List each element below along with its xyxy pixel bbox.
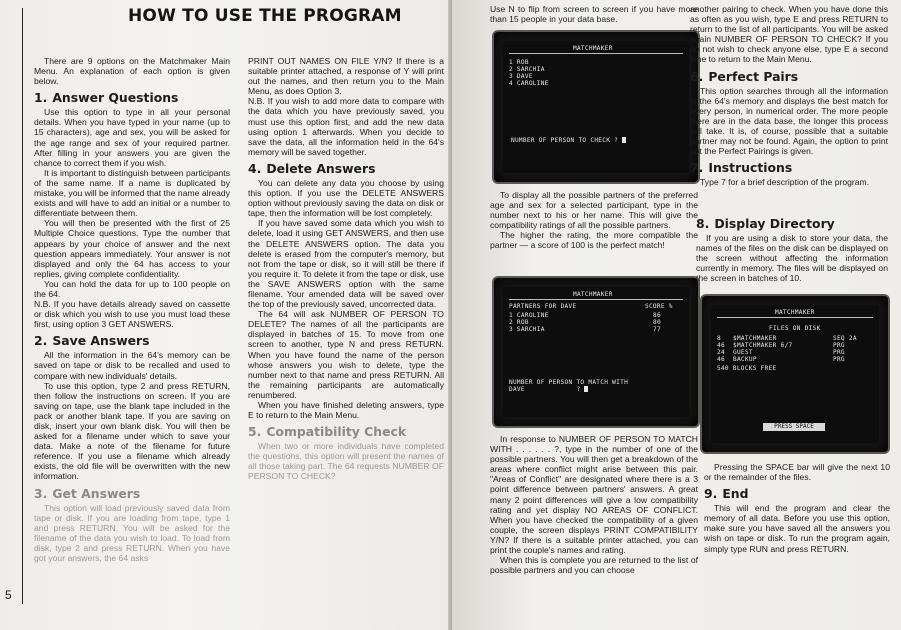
file-type: SEQ 2A bbox=[833, 335, 857, 342]
paragraph: If you have saved some data which you wish to delete, load it using GET ANSWERS, and then use the DELETE ANSWERS option. The data you delete is erased from the computer's memory, but not from the tape or disk, so it will still be there if you require it. To delete it from the tape or disk, use the SAVE ANSWERS option with the same filename. Your amended data will be saved over the top of the previously saved, uncorrected data. bbox=[248, 218, 444, 310]
section-heading-end: 9. End bbox=[704, 486, 749, 502]
paragraph: This option will load previously saved data from tape or disk. If you are loading from tape, type 1 and press RETURN. You will be asked for the filename of the data you wish to load. To load from disk, type 2 and press RETURN. When you have got your answers, the 64 asks bbox=[34, 502, 230, 564]
section-heading-display-directory: 8. Display Directory bbox=[696, 216, 835, 231]
screen-divider bbox=[509, 299, 683, 300]
section-heading-save-answers: 2. Save Answers bbox=[34, 333, 150, 349]
paragraph: To use this option, type 2 and press RETURN, then follow the instructions on screen. If you are saving on tape, use the blank tape included in the pack or another blank tape. If you are saving on disk, insert your own blank disk. You will then be asked for a filename under which to save your data. Make a note of the filename for future reference. If you use a filename which already exists, the old file will be overwritten with the new information. bbox=[34, 380, 230, 482]
file-name: BACKUP bbox=[733, 356, 757, 363]
section-heading-get-answers: 3. Get Answers bbox=[34, 485, 141, 501]
list-item: 2 SARCHIA bbox=[509, 66, 545, 73]
file-type: PRG bbox=[833, 356, 845, 363]
section-heading-delete-answers: 4. Delete Answers bbox=[248, 160, 376, 176]
file-blocks: 46 bbox=[717, 356, 725, 363]
screenshot-files-on-disk bbox=[702, 296, 888, 452]
paragraph: When this is complete you are returned to the list of possible partners and you can choose bbox=[490, 555, 698, 576]
paragraph: You will then be presented with the first of 25 Multiple Choice questions. Type the number that appears by your choice of answer and the next question appears immediately. Your answer is not displayed and only the 64 has access to your replies, giving complete confidentiality. bbox=[34, 218, 230, 279]
screen-header: MATCHMAKER bbox=[573, 291, 613, 298]
screen-display bbox=[503, 287, 689, 417]
intro-text: There are 9 options on the Matchmaker Main Menu. An explanation of each option is given below. bbox=[34, 56, 230, 87]
score-heading: SCORE % bbox=[645, 303, 673, 310]
press-space-prompt: PRESS SPACE bbox=[763, 423, 825, 431]
paragraph: You can hold the data for up to 100 people on the 64. bbox=[34, 278, 230, 299]
section-heading-perfect-pairs: 6. Perfect Pairs bbox=[690, 68, 799, 84]
right-page bbox=[452, 0, 901, 630]
list-item: 3 DAVE bbox=[509, 73, 533, 80]
partners-heading: PARTNERS FOR DAVE bbox=[509, 303, 577, 310]
paragraph: All the information in the 64's memory can be saved on tape or disk to be recalled and used to compare with new individuals' details. bbox=[34, 350, 230, 381]
margin-rule bbox=[22, 8, 23, 604]
file-name: GUEST bbox=[733, 349, 753, 356]
file-blocks: 8 bbox=[717, 335, 721, 342]
file-name: $MATCHMAKER bbox=[733, 335, 777, 342]
paragraph: If you are using a disk to store your data, the names of the files on the disk can be displayed on the screen without affecting the information currently in memory. The files will be displayed on the screen in batches of 10. bbox=[696, 233, 888, 284]
screen-prompt-line: DAVE ? bbox=[509, 386, 588, 393]
screen-prompt: NUMBER OF PERSON TO CHECK ? bbox=[511, 137, 626, 144]
left-column-1 bbox=[34, 56, 230, 604]
paragraph: Use N to flip from screen to screen if you have more than 15 people in your data base. bbox=[490, 4, 698, 25]
file-blocks: 46 bbox=[717, 342, 725, 349]
paragraph: In response to NUMBER OF PERSON TO MATCH WITH . . . . . . ?, type in the number of one of the possible partners. You will then get a breakdown of the areas where conflict might arise between this pair. "Areas of Conflict" are designated where there is a 3 point difference between partners' answers. A great many 2 point differences will give a low compatibility rating and yet display NO AREAS OF CONFLICT. When you have checked the compatibility of a given couple, the screen displays PRINT COMPATIBILITY Y/N? If there is a suitable printer attached, you can print the couple's names and rating. bbox=[490, 434, 698, 556]
paragraph: When you have finished deleting answers, type E to return to the Main Menu. bbox=[248, 400, 444, 421]
page-title: HOW TO USE THE PROGRAM bbox=[128, 6, 402, 26]
right-column-1-bottom bbox=[490, 434, 698, 606]
right-column-1-top bbox=[490, 4, 698, 30]
file-blocks: 24 bbox=[717, 349, 725, 356]
faded-block bbox=[248, 425, 444, 481]
paragraph: Type 7 for a brief description of the program. bbox=[700, 177, 870, 188]
section-heading-instructions: 7. Instructions bbox=[690, 160, 793, 176]
section-heading-compatibility-check: 5. Compatibility Check bbox=[248, 424, 407, 440]
screen-display bbox=[711, 305, 879, 443]
paragraph: This option searches through all the information in the 64's memory and displays the best match for every person, in numerical order. The more people there are in the data base, the longer this process will take. It is, of course, possible that a suitable partner may not be found. Again, the option to print out the Perfect Pairings is given. bbox=[690, 85, 888, 157]
left-column-2 bbox=[248, 56, 444, 604]
paragraph: N.B. If you have details already saved on cassette or disk which you wish to use you must load these first, using option 3 GET ANSWERS. bbox=[34, 299, 230, 330]
file-name: $MATCHMAKER 6/7 bbox=[733, 342, 793, 349]
file-type: PRG bbox=[833, 342, 845, 349]
score-value: 80 bbox=[653, 319, 661, 326]
paragraph: It is important to distinguish between participants of the same name. If a name is duplicated by mistake, you will be informed that the name already exists and will have to add an initial or a number to differentiate between them. bbox=[34, 167, 230, 219]
paragraph: PRINT OUT NAMES ON FILE Y/N? If there is a suitable printer attached, a response of Y will print out the names, and then return you to the Main Menu, as does Option 3. bbox=[248, 56, 444, 97]
table-row: 2 ROB bbox=[509, 319, 529, 326]
paragraph: The higher the rating, the more compatible the partner — a score of 100 is the perfect match! bbox=[490, 230, 698, 251]
blocks-free: 540 BLOCKS FREE bbox=[717, 365, 777, 372]
screenshot-partners bbox=[494, 278, 698, 426]
faded-block bbox=[34, 487, 230, 564]
file-type: PRG bbox=[833, 349, 845, 356]
list-item: 1 ROB bbox=[509, 59, 529, 66]
right-column-2-bottom bbox=[704, 462, 890, 608]
list-item: 4 CAROLINE bbox=[509, 80, 549, 87]
score-value: 86 bbox=[653, 312, 661, 319]
screen-prompt: NUMBER OF PERSON TO MATCH WITH bbox=[509, 379, 629, 386]
paragraph: another pairing to check. When you have done this as often as you wish, type E and press RETURN to return to the list of all participants. You will be asked again NUMBER OF PERSON TO CHECK? If you do not wish to check anyone else, type E a second time to return to the Main Menu. bbox=[690, 4, 888, 65]
files-title: FILES ON DISK bbox=[769, 325, 821, 332]
screen-display bbox=[503, 41, 689, 173]
paragraph: Use this option to type in all your personal details. When you have typed in your name (up to 15 characters), age and sex, you will be asked for the age range and sex of your required partner. After filling in your answers you are given the chance to correct them if you wish. bbox=[34, 107, 230, 168]
table-row: 3 SARCHIA bbox=[509, 326, 545, 333]
score-value: 77 bbox=[653, 326, 661, 333]
paragraph: The 64 will ask NUMBER OF PERSON TO DELETE? The names of all the participants are displayed in batches of 15. To move from one screen to another, type N and press RETURN. When you have found the name of the person whose answers you wish to delete, type the number next to that name and press RETURN. All the remaining participants are automatically renumbered. bbox=[248, 309, 444, 400]
right-column-1-middle bbox=[490, 190, 698, 270]
paragraph: You can delete any data you choose by using this option. If you use the DELETE ANSWERS option without previously saving the data on disk or tape, then the information will be lost completely. bbox=[248, 177, 444, 219]
screen-divider bbox=[717, 317, 873, 318]
paragraph: To display all the possible partners of the preferred age and sex for a selected participant, type in the number next to his or her name. This will give the compatibility ratings of all the possible partners. bbox=[490, 190, 698, 231]
table-row: 1 CAROLINE bbox=[509, 312, 549, 319]
right-column-2-top bbox=[690, 4, 888, 216]
paragraph: N.B. If you wish to add more data to compare with the data which you have previously saved, you must use this option first, and add the new data using option 1 afterwards. When you decide to save the data, all the information held in the 64's memory will be saved together. bbox=[248, 96, 444, 157]
page-number: 5 bbox=[5, 588, 12, 602]
screen-divider bbox=[509, 53, 683, 54]
paragraph: When two or more individuals have completed the questions, this option will present the names of all those taking part. The 64 requests NUMBER OF PERSON TO CHECK? bbox=[248, 441, 444, 482]
screenshot-person-list bbox=[494, 32, 698, 182]
right-column-2-directory bbox=[696, 212, 888, 288]
cursor bbox=[584, 386, 588, 392]
screen-header: MATCHMAKER bbox=[775, 309, 815, 316]
cursor bbox=[622, 137, 626, 143]
paragraph: This will end the program and clear the memory of all data. Before you use this option, make sure you have saved all the answers you wish on tape or disk. To run the program again, simply type RUN and press RETURN. bbox=[704, 503, 890, 554]
screen-header: MATCHMAKER bbox=[573, 45, 613, 52]
section-heading-answer-questions: 1. Answer Questions bbox=[34, 90, 179, 106]
paragraph: Pressing the SPACE bar will give the next 10 or the remainder of the files. bbox=[704, 462, 890, 483]
